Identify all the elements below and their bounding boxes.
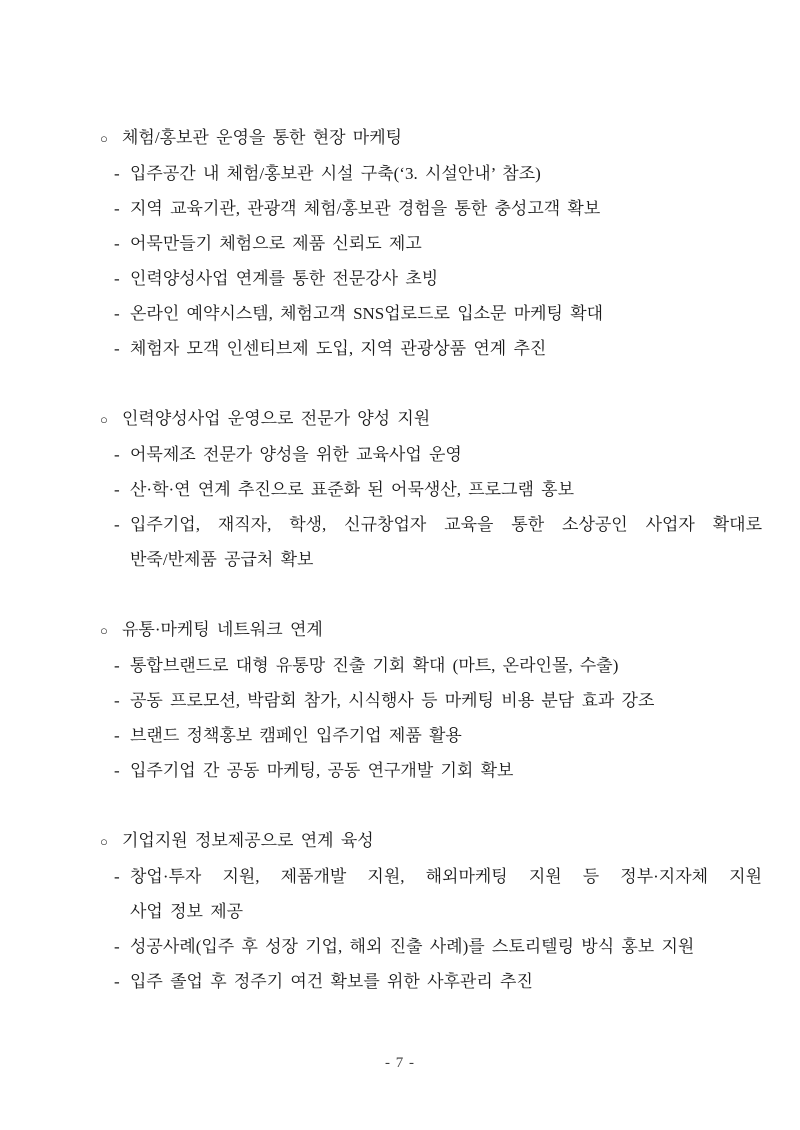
- list-item-text: [130, 648, 762, 683]
- dash-bullet: -: [114, 761, 120, 780]
- list-item-line: 사업 정보 제공: [130, 902, 244, 921]
- list-item-line: 지역 교육기관, 관광객 체험/홍보관 경험을 통한 충성고객 확보: [130, 199, 601, 218]
- list-item-text: [130, 437, 762, 472]
- dash-bullet: -: [114, 656, 120, 675]
- document-body: [100, 120, 762, 1034]
- section-heading: [100, 120, 762, 156]
- list-item-line: 산·학·연 연계 추진으로 표준화 된 어묵생산, 프로그램 홍보: [130, 480, 575, 499]
- list-item-line: 입주기업, 재직자, 학생, 신규창업자 교육을 통한 소상공인 사업자 확대로: [130, 515, 762, 534]
- list-item-line: 창업·투자 지원, 제품개발 지원, 해외마케팅 지원 등 정부·지자체 지원: [130, 867, 762, 886]
- list-item: [100, 964, 762, 999]
- list-item: [100, 261, 762, 296]
- content-section: [100, 823, 762, 999]
- dash-bullet: -: [114, 339, 120, 358]
- dash-bullet: -: [114, 199, 120, 218]
- section-heading-text: 인력양성사업 운영으로 전문가 양성 지원: [122, 409, 431, 428]
- circle-bullet: ○: [100, 412, 108, 427]
- circle-bullet: ○: [100, 623, 108, 638]
- list-item-text: [130, 296, 762, 331]
- list-item: [100, 226, 762, 261]
- content-section: [100, 612, 762, 788]
- list-item-line: 반죽/반제품 공급처 확보: [130, 550, 314, 569]
- list-item-text: [130, 331, 762, 366]
- dash-bullet: -: [114, 867, 120, 886]
- list-item-text: [130, 472, 762, 507]
- list-item-text: [130, 191, 762, 226]
- section-heading: [100, 401, 762, 437]
- list-item-text: [130, 859, 762, 929]
- list-item: [100, 156, 762, 191]
- list-item: [100, 648, 762, 683]
- dash-bullet: -: [114, 480, 120, 499]
- list-item-line: 입주 졸업 후 정주기 여건 확보를 위한 사후관리 추진: [130, 972, 533, 991]
- list-item-line: 브랜드 정책홍보 캠페인 입주기업 제품 활용: [130, 726, 462, 745]
- list-item: [100, 929, 762, 964]
- list-item-line: 어묵만들기 체험으로 제품 신뢰도 제고: [130, 234, 422, 253]
- list-item-line: 입주기업 간 공동 마케팅, 공동 연구개발 기회 확보: [130, 761, 514, 780]
- dash-bullet: -: [114, 726, 120, 745]
- list-item: [100, 507, 762, 577]
- list-item: [100, 296, 762, 331]
- dash-bullet: -: [114, 164, 120, 183]
- list-item: [100, 683, 762, 718]
- list-item-text: [130, 753, 762, 788]
- list-item-text: [130, 261, 762, 296]
- list-item-text: [130, 718, 762, 753]
- list-item: [100, 191, 762, 226]
- dash-bullet: -: [114, 234, 120, 253]
- list-item-line: 온라인 예약시스템, 체험고객 SNS업로드로 입소문 마케팅 확대: [130, 304, 604, 323]
- list-item-text: [130, 964, 762, 999]
- list-item: [100, 859, 762, 929]
- list-item-line: 성공사례(입주 후 성장 기업, 해외 진출 사례)를 스토리텔링 방식 홍보 지원: [130, 937, 695, 956]
- section-heading-text: 기업지원 정보제공으로 연계 육성: [122, 831, 374, 850]
- dash-bullet: -: [114, 691, 120, 710]
- dash-bullet: -: [114, 445, 120, 464]
- section-heading: [100, 823, 762, 859]
- list-item-text: [130, 156, 762, 191]
- dash-bullet: -: [114, 269, 120, 288]
- dash-bullet: -: [114, 304, 120, 323]
- list-item-line: 입주공간 내 체험/홍보관 시설 구축(‘3. 시설안내’ 참조): [130, 164, 541, 183]
- content-section: [100, 120, 762, 366]
- circle-bullet: ○: [100, 131, 108, 146]
- list-item-line: 인력양성사업 연계를 통한 전문강사 초빙: [130, 269, 439, 288]
- list-item-text: [130, 929, 762, 964]
- list-item-line: 어묵제조 전문가 양성을 위한 교육사업 운영: [130, 445, 462, 464]
- dash-bullet: -: [114, 937, 120, 956]
- list-item: [100, 331, 762, 366]
- dash-bullet: -: [114, 515, 120, 534]
- list-item-line: 통합브랜드로 대형 유통망 진출 기회 확대 (마트, 온라인몰, 수출): [130, 656, 619, 675]
- list-item: [100, 718, 762, 753]
- section-heading-text: 체험/홍보관 운영을 통한 현장 마케팅: [122, 128, 403, 147]
- circle-bullet: ○: [100, 834, 108, 849]
- list-item-text: [130, 507, 762, 577]
- section-heading-text: 유통·마케팅 네트워크 연계: [122, 620, 323, 639]
- section-heading: [100, 612, 762, 648]
- list-item: [100, 472, 762, 507]
- page-number: - 7 -: [385, 1055, 415, 1071]
- list-item-line: 공동 프로모션, 박람회 참가, 시식행사 등 마케팅 비용 분담 효과 강조: [130, 691, 655, 710]
- list-item: [100, 437, 762, 472]
- list-item-text: [130, 226, 762, 261]
- list-item: [100, 753, 762, 788]
- list-item-line: 체험자 모객 인센티브제 도입, 지역 관광상품 연계 추진: [130, 339, 547, 358]
- content-section: [100, 401, 762, 577]
- list-item-text: [130, 683, 762, 718]
- dash-bullet: -: [114, 972, 120, 991]
